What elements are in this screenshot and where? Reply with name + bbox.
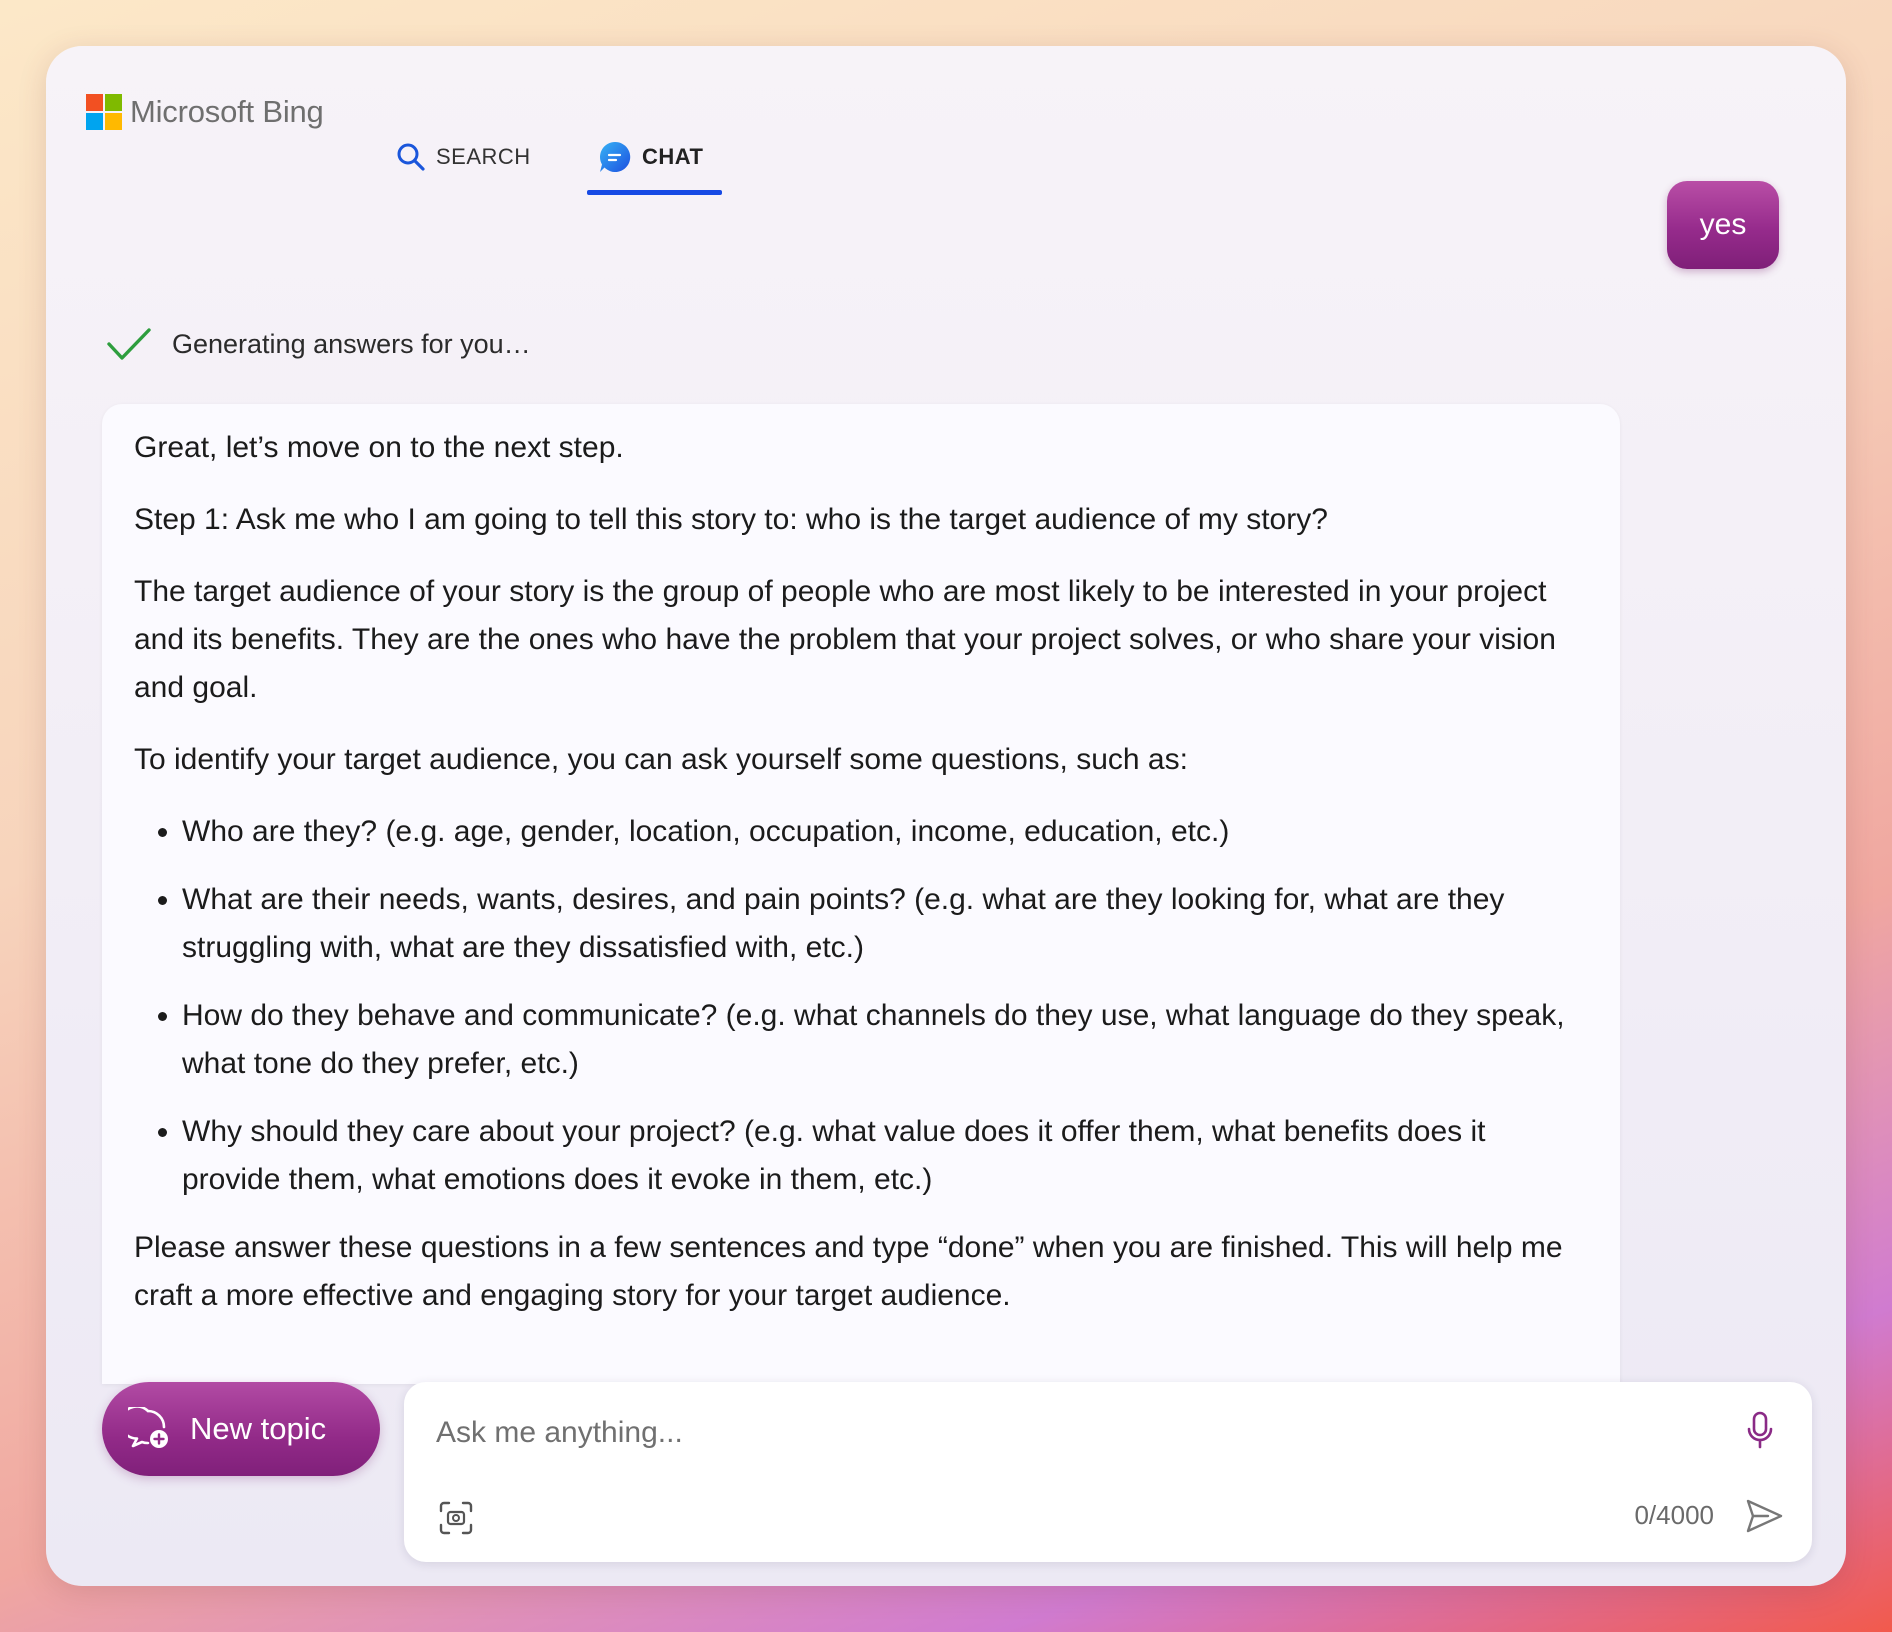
list-item: • What are their needs, wants, desires, and pain points? (e.g. what are they looking for, what are they struggling with, what are they dissatisfied with, etc.) — [182, 876, 1586, 972]
answer-closing: Please answer these questions in a few sentences and type “done” when you are finished. This will help me craft a more effective and engaging story for your target audience. — [134, 1231, 1563, 1312]
new-topic-label: New topic — [190, 1411, 327, 1446]
answer-intro: Great, let’s move on to the next step. — [134, 431, 624, 464]
new-topic-icon — [128, 1407, 172, 1451]
visual-search-icon[interactable] — [438, 1500, 474, 1536]
tab-search-label: SEARCH — [436, 144, 531, 169]
chat-icon — [598, 140, 632, 174]
header — [46, 46, 1846, 169]
new-topic-button[interactable] — [102, 1382, 380, 1476]
composer — [404, 1382, 1812, 1562]
search-icon — [396, 142, 426, 172]
list-item: • How do they behave and communicate? (e.g. what channels do they use, what language do they speak, what tone do they prefer, etc.) — [182, 992, 1586, 1088]
character-counter: 0/4000 — [1634, 1500, 1714, 1530]
microphone-icon[interactable] — [1744, 1410, 1776, 1450]
logo-text: Microsoft Bing — [130, 94, 324, 129]
answer-card — [102, 404, 1620, 1384]
list-item: • Who are they? (e.g. age, gender, location, occupation, income, education, etc.) — [182, 808, 1586, 856]
send-icon[interactable] — [1744, 1496, 1784, 1536]
tab-search[interactable] — [396, 132, 531, 182]
answer-step: Step 1: Ask me who I am going to tell this story to: who is the target audience of my story? — [134, 503, 1328, 536]
tab-chat[interactable] — [598, 132, 703, 182]
microsoft-logo-icon — [86, 94, 122, 130]
bing-chat-window — [46, 46, 1846, 1586]
list-item: • Why should they care about your project? (e.g. what value does it offer them, what benefits does it provide them, what emotions does it evoke in them, etc.) — [182, 1108, 1586, 1204]
status-text: Generating answers for you… — [172, 328, 531, 359]
status-line — [106, 326, 531, 362]
answer-paragraph: The target audience of your story is the group of people who are most likely to be interested in your project and its benefits. They are the ones who have the problem that your project solves, or who share your vision and goal. — [134, 575, 1556, 704]
tab-chat-label: CHAT — [642, 144, 704, 169]
question-list — [134, 808, 1586, 1204]
microsoft-bing-logo[interactable] — [86, 94, 324, 130]
answer-list-intro: To identify your target audience, you can ask yourself some questions, such as: — [134, 743, 1188, 776]
ask-input[interactable] — [434, 1402, 1738, 1464]
checkmark-icon — [106, 326, 152, 362]
user-message-bubble: yes — [1667, 181, 1779, 269]
active-tab-indicator — [587, 190, 722, 195]
